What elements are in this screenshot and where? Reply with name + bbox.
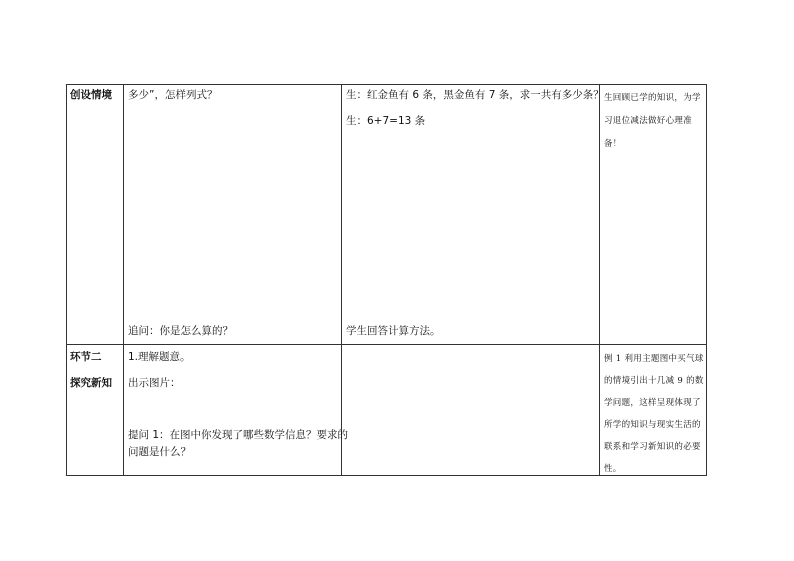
design-intent-note-1: 生回顾已学的知识，为学习退位减法做好心理准备！ <box>604 93 701 149</box>
student-method-text: 学生回答计算方法。 <box>346 325 441 337</box>
teacher-followup-question: 追问：你是怎么算的？ <box>128 325 233 337</box>
stage-label-2a: 环节二 <box>70 351 102 363</box>
teacher-question-line1: 提问 1：在图中你发现了哪些数学信息？要求的 <box>128 429 349 441</box>
teacher-show-picture: 出示图片： <box>128 377 181 389</box>
student-answer-2: 生：6+7=13 条 <box>346 115 426 127</box>
column-divider-1 <box>123 84 124 476</box>
design-intent-note-2: 例 1 利用主题图中买气球的情境引出十几减 9 的数学问题，这样呈现体现了所学的知识与现实生活的联系和学习新知识的必要性。 <box>604 354 704 474</box>
teacher-activity-text: 多少”，怎样列式？ <box>128 89 218 101</box>
table-border-top <box>66 84 707 85</box>
column-divider-2 <box>341 84 342 476</box>
row-divider <box>66 344 707 345</box>
teacher-question-line2: 问题是什么？ <box>128 446 191 458</box>
table-border-right <box>706 84 707 476</box>
stage-label-2b: 探究新知 <box>70 377 112 389</box>
stage-label-1: 创设情境 <box>70 89 112 101</box>
teacher-step-1: 1.理解题意。 <box>128 351 191 363</box>
student-answer-1: 生：红金鱼有 6 条，黑金鱼有 7 条，求一共有多少条？ <box>346 89 604 101</box>
table-border-left <box>66 84 67 476</box>
lesson-plan-table <box>66 84 707 476</box>
column-divider-3 <box>599 84 600 476</box>
